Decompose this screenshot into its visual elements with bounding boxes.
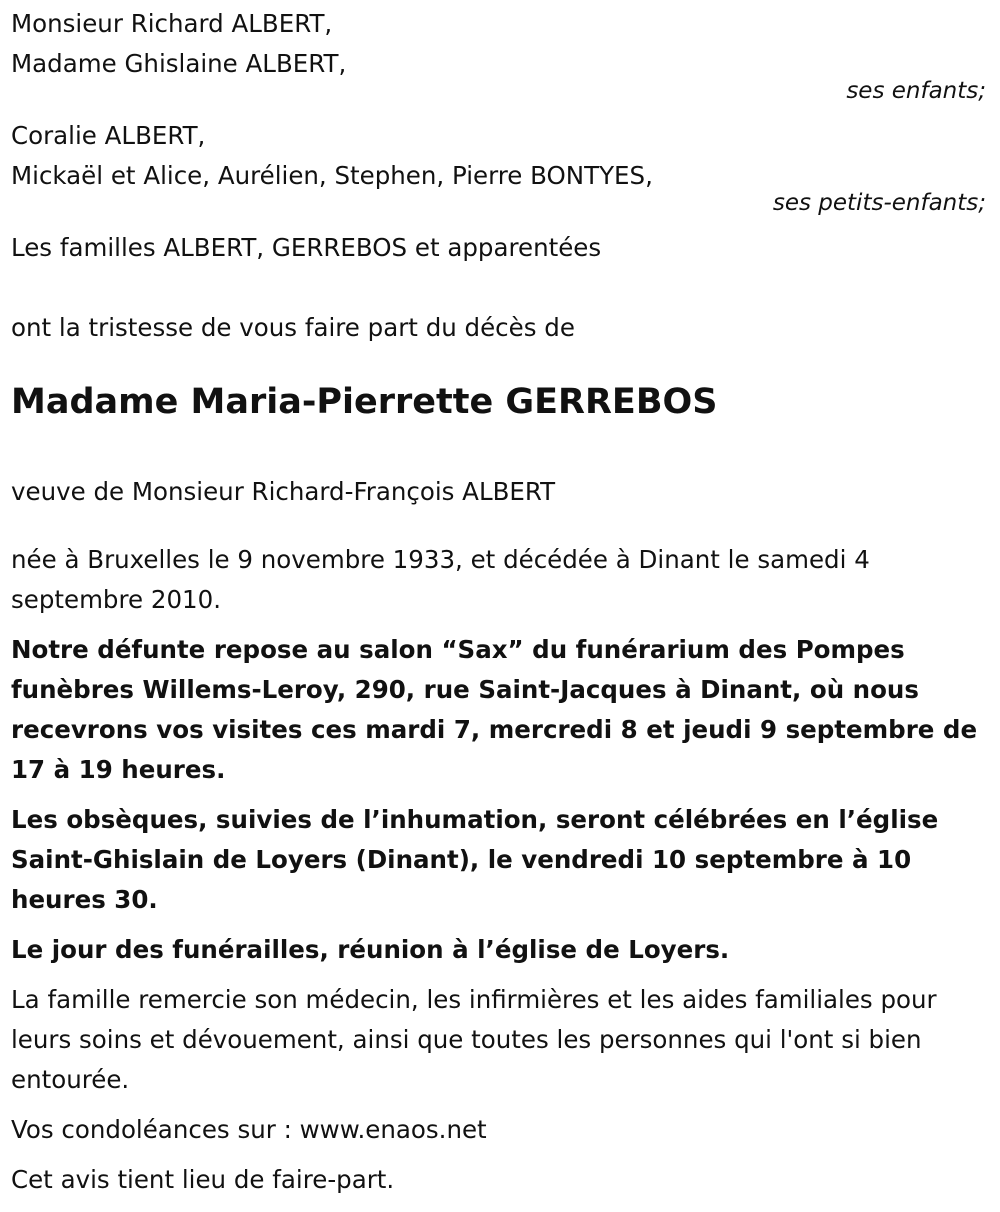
grandchildren-block (11, 116, 986, 218)
children-block (11, 4, 986, 106)
child-name-1: Monsieur Richard ALBERT, (11, 9, 333, 38)
funeral-paragraph: Les obsèques, suivies de l’inhumation, seront célébrées en l’église Saint-Ghislain de Loyers (Dinant), le vendredi 10 septembre à 10 heures 30. (11, 805, 939, 914)
deceased-name: Madame Maria-Pierrette GERREBOS (11, 382, 718, 422)
meeting-paragraph: Le jour des funérailles, réunion à l’église de Loyers. (11, 935, 730, 964)
grandchildren-role: ses petits-enfants; (772, 190, 986, 216)
child-name-2: Madame Ghislaine ALBERT, (11, 49, 347, 78)
announcement-line: ont la tristesse de vous faire part du décès de (11, 313, 575, 342)
closing-line: Cet avis tient lieu de faire-part. (11, 1165, 395, 1194)
families-line: Les familles ALBERT, GERREBOS et apparentées (11, 233, 602, 262)
birth-death-dates: née à Bruxelles le 9 novembre 1933, et décédée à Dinant le samedi 4 septembre 2010. (11, 545, 870, 614)
children-role: ses enfants; (846, 78, 986, 104)
grandchild-name-1: Coralie ALBERT, (11, 121, 206, 150)
visitation-paragraph: Notre défunte repose au salon “Sax” du funérarium des Pompes funèbres Willems-Leroy, 290, rue Saint-Jacques à Dinant, où nous recevrons vos visites ces mardi 7, mercredi 8 et jeudi 9 septembre de 17 à 19 heures. (11, 635, 978, 784)
widow-of-line: veuve de Monsieur Richard-François ALBERT (11, 477, 556, 506)
grandchild-name-2: Mickaël et Alice, Aurélien, Stephen, Pierre BONTYES, (11, 161, 653, 190)
condolences-line: Vos condoléances sur : www.enaos.net (11, 1115, 487, 1144)
thanks-paragraph: La famille remercie son médecin, les infirmières et les aides familiales pour leurs soins et dévouement, ainsi que toutes les personnes qui l'ont si bien entourée. (11, 985, 937, 1094)
obituary-notice (11, 4, 986, 1210)
